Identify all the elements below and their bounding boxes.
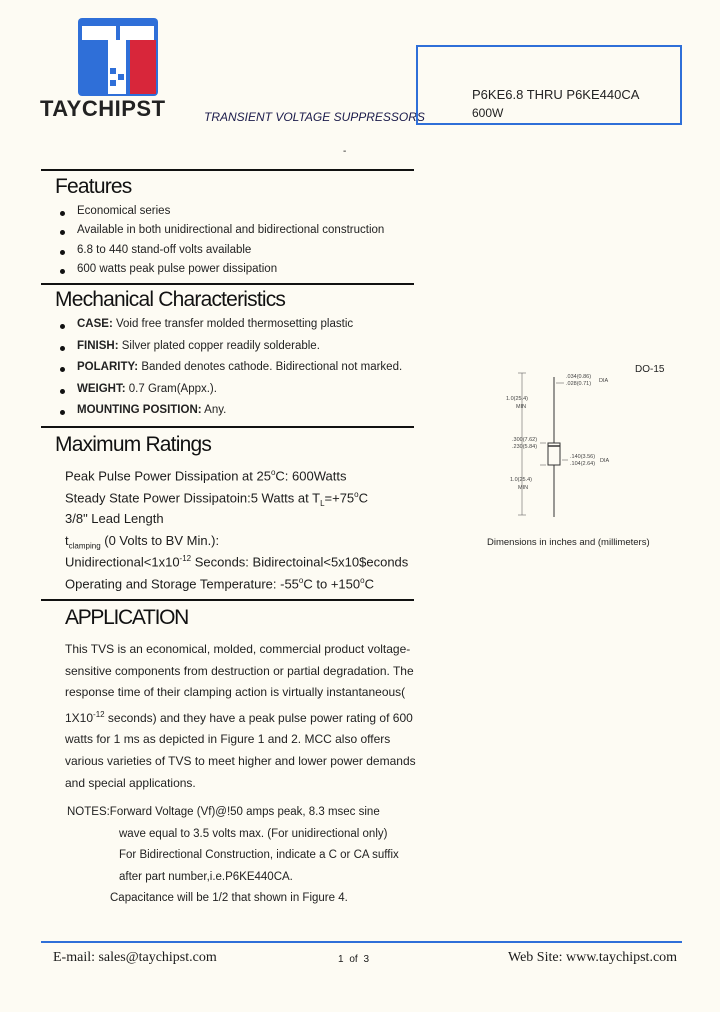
rating-temperature: Operating and Storage Temperature: -55$^o$C to $+150^oC$ — [65, 575, 374, 592]
body-diameter-dim: .140(3.56) — [570, 454, 596, 460]
lead-diameter-dim-2: .028(0.71) — [566, 381, 592, 387]
section-rule — [41, 283, 414, 285]
paragraph-line: $1X10^{-12}$ seconds) and they have a peak pulse power rating of 600 — [65, 709, 413, 725]
list-item: 6.8 to 440 stand-off volts available — [51, 244, 384, 263]
lead-diameter-dim: .034(0.86) — [566, 374, 592, 380]
mechanical-heading: Mechanical Characteristics — [55, 288, 286, 311]
rating-lead-length: 3/8" Lead Length — [65, 511, 164, 527]
rating-clamping: $t_{clamping}$ (0 Volts to BV Min.): — [65, 532, 220, 551]
list-item: FINISH: Silver plated copper readily solderable. — [51, 340, 402, 362]
diagram-caption: Dimensions in inches and (millimeters) — [487, 537, 650, 548]
lead-dia-label: DIA — [599, 378, 609, 384]
rating-response-time: $Unidirectional<1x10^{-12}$ Seconds: Bidirectoinal<5x10$econds — [65, 554, 409, 570]
application-heading: APPLICATION — [65, 606, 189, 629]
mechanical-list — [51, 318, 402, 426]
rating-steady-state: Steady State Power Dissipatoin:5 Watts at $T_L=+75^oC$ — [65, 489, 369, 508]
footer-website[interactable]: Web Site: www.taychipst.com — [508, 950, 678, 965]
body-dia-label: DIA — [600, 458, 610, 464]
brand-name: TAYCHIPST — [40, 96, 166, 121]
list-item: Available in both unidirectional and bidirectional construction — [51, 224, 384, 243]
notes-block — [67, 802, 399, 910]
body-diameter-dim-2: .104(2.64) — [570, 461, 596, 467]
lead-length-bottom: 1.0(25.4) — [510, 477, 533, 483]
list-item: WEIGHT: 0.7 Gram(Appx.). — [51, 383, 402, 405]
lead-length-top: 1.0(25.4) — [506, 396, 529, 402]
list-item: CASE: Void free transfer molded thermosetting plastic — [51, 318, 402, 340]
taychipst-logo-icon — [78, 18, 158, 96]
note-line: NOTES:Forward Voltage (Vf)@!50 amps peak, 8.3 msec sine — [67, 806, 380, 818]
body-length-dim-2: .230(5.84) — [512, 444, 538, 450]
footer-rule — [41, 941, 682, 943]
tagline: TRANSIENT VOLTAGE SUPPRESSORS — [204, 110, 425, 124]
section-rule — [41, 599, 414, 601]
rating-peak-power: Peak Pulse Power Dissipation at 25$^o$C: 600Watts — [65, 468, 347, 484]
paragraph-line: sensitive components from destruction or partial degradation. The — [65, 663, 414, 678]
note-line: For Bidirectional Construction, indicate a C or CA suffix — [119, 849, 399, 862]
part-range: P6KE6.8 THRU P6KE440CA — [472, 87, 640, 102]
power-rating: 600W — [472, 106, 504, 120]
body-length-dim: .300(7.62) — [512, 437, 538, 443]
ratings-heading: Maximum Ratings — [55, 433, 212, 456]
features-heading: Features — [55, 175, 132, 198]
application-text — [65, 639, 417, 794]
package-label: DO-15 — [635, 364, 665, 375]
paragraph-line: This TVS is an economical, molded, commercial product voltage- — [65, 642, 411, 656]
note-line: after part number,i.e.P6KE440CA. — [119, 870, 293, 883]
page-number: 1 of 3 — [338, 954, 370, 965]
list-item: MOUNTING POSITION: Any. — [51, 404, 402, 426]
section-rule — [41, 426, 414, 428]
min-label: MIN — [518, 485, 529, 491]
section-rule — [41, 169, 414, 171]
footer-email[interactable]: E-mail: sales@taychipst.com — [53, 950, 217, 965]
note-line: wave equal to 3.5 volts max. (For unidirectional only) — [119, 827, 388, 840]
list-item: Economical series — [51, 205, 384, 224]
paragraph-line: various varieties of TVS to meet higher and lower power demands — [65, 753, 416, 768]
paragraph-line: response time of their clamping action is virtually instantaneous( — [65, 685, 406, 700]
list-item: POLARITY: Banded denotes cathode. Bidirectional not marked. — [51, 361, 402, 383]
min-label: MIN — [516, 404, 527, 410]
paragraph-line: and special applications. — [65, 775, 196, 790]
note-line: Capacitance will be 1/2 that shown in Figure 4. — [110, 892, 348, 905]
paragraph-line: watts for 1 ms as depicted in Figure 1 and 2. MCC also offers — [65, 732, 391, 747]
ratings-block — [65, 468, 408, 598]
features-list — [51, 205, 384, 283]
list-item: 600 watts peak pulse power dissipation — [51, 263, 384, 282]
separator-mark: - — [343, 146, 347, 157]
part-number-box — [416, 45, 682, 125]
